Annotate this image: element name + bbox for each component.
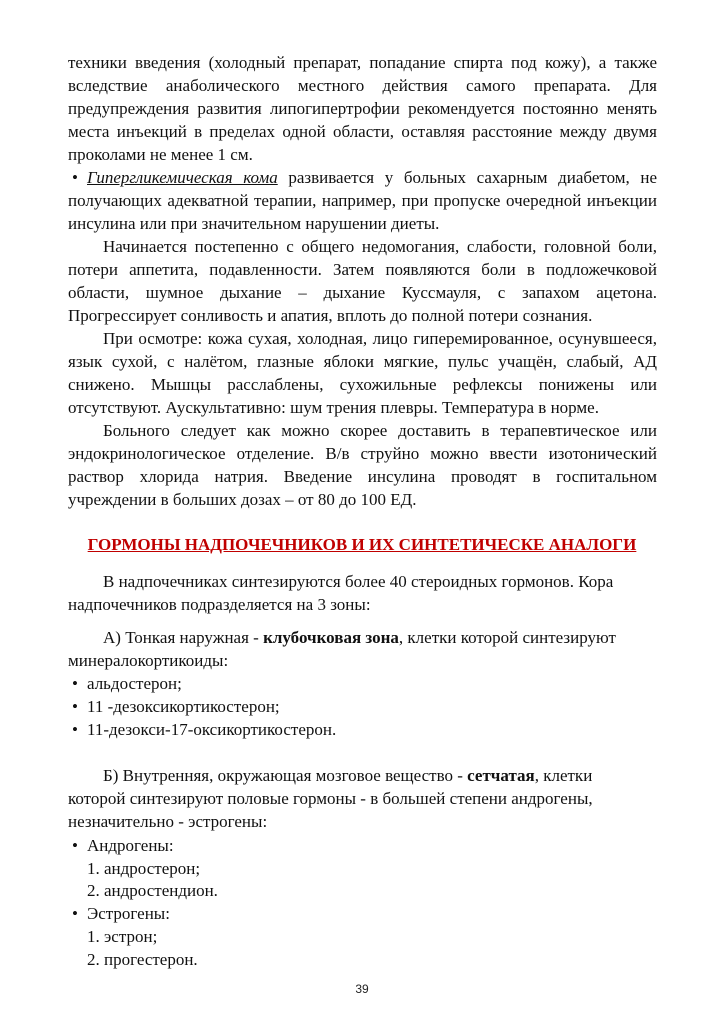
text-segment: 11-дезокси-17-оксикортикостерон. [87, 720, 337, 739]
text-line [68, 74, 657, 97]
text-line [72, 902, 170, 925]
text-segment: вследствие анаболического местного действия самого препарата. Для [68, 76, 657, 95]
text-segment: учреждении в больших дозах – от 80 до 100 ЕД. [68, 490, 417, 509]
text-line [68, 120, 657, 143]
text-segment: снижено. Мышцы расслаблены, сухожильные рефлексы понижены или [68, 375, 657, 394]
text-line [68, 488, 416, 511]
text-segment: Б) Внутренняя, окружающая мозговое вещество - [103, 766, 468, 785]
text-segment: При осмотре: кожа сухая, холодная, лицо гиперемированное, осунувшееся, [103, 329, 657, 348]
text-line [72, 718, 336, 741]
text-line [72, 834, 174, 857]
text-segment: незначительно - эстрогены: [68, 812, 268, 831]
text-line [68, 396, 599, 419]
emphasis-text: сетчатая [467, 766, 535, 785]
text-line [68, 189, 657, 212]
page-number: 39 [355, 982, 369, 996]
bullet-icon: • [72, 720, 78, 739]
text-segment: места инъекций в пределах одной области, оставляя расстояние между двумя [68, 122, 657, 141]
text-segment: раствор хлорида натрия. Введение инсулина проводят в госпитальном [68, 467, 657, 486]
text-line [68, 51, 657, 74]
text-line [68, 373, 657, 396]
text-line [68, 281, 657, 304]
text-segment: , клетки [534, 766, 593, 785]
text-line [68, 97, 657, 120]
text-segment: эндокринологическое отделение. В/в струйно можно ввести изотонический [68, 444, 657, 463]
text-line [103, 419, 657, 442]
text-line [87, 857, 200, 880]
text-segment: минералокортикоиды: [68, 651, 229, 670]
text-segment: которой синтезируют половые гормоны - в большей степени андрогены, [68, 789, 593, 808]
bullet-icon: • [72, 674, 78, 693]
text-line [103, 235, 657, 258]
text-line [68, 787, 593, 810]
text-segment: язык сухой, с налётом, глазные яблоки мягкие, пульс учащён, слабый, АД [68, 352, 657, 371]
section-heading: ГОРМОНЫ НАДПОЧЕЧНИКОВ И ИХ СИНТЕТИЧЕСКЕ АНАЛОГИ [87, 535, 637, 554]
text-segment: потери аппетита, подавленности. Затем появляются боли в подложечковой [68, 260, 657, 279]
bullet-icon: • [72, 697, 78, 716]
text-segment: Начинается постепенно с общего недомогания, слабости, головной боли, [103, 237, 657, 256]
text-segment: предупреждения развития липогипертрофии рекомендуется постоянно менять [68, 99, 657, 118]
text-line [68, 212, 439, 235]
text-line [87, 948, 198, 971]
bullet-icon: • [72, 168, 78, 187]
text-segment: Прогрессирует сонливость и апатия, вплоть до полной потери сознания. [68, 306, 593, 325]
text-segment: 1. эстрон; [87, 927, 158, 946]
text-line [72, 672, 182, 695]
text-line [68, 810, 267, 833]
text-line [103, 327, 657, 350]
text-segment: 2. прогестерон. [87, 950, 198, 969]
text-line [103, 570, 613, 593]
text-segment: Андрогены: [87, 836, 174, 855]
bullet-icon: • [72, 836, 78, 855]
text-line [68, 304, 592, 327]
text-segment: альдостерон; [87, 674, 182, 693]
text-segment: надпочечников подразделяется на 3 зоны: [68, 595, 371, 614]
text-segment: получающих адекватной терапии, например, при пропуске очередной инъекции [68, 191, 657, 210]
text-segment: , клетки которой синтезируют [398, 628, 616, 647]
text-segment: 11 -дезоксикортикостерон; [87, 697, 280, 716]
text-line [68, 465, 657, 488]
text-segment: Больного следует как можно скорее доставить в терапевтическое или [103, 421, 657, 440]
text-line [87, 925, 157, 948]
text-line [103, 764, 592, 787]
text-segment: проколами не менее 1 см. [68, 145, 253, 164]
text-segment: развивается у больных сахарным диабетом, не [277, 168, 657, 187]
text-segment: 2. андростендион. [87, 881, 218, 900]
text-line [68, 593, 371, 616]
text-line [68, 143, 253, 166]
text-line [68, 350, 657, 373]
emphasis-text: клубочковая зона [263, 628, 399, 647]
text-line [72, 166, 657, 189]
text-segment: Эстрогены: [87, 904, 170, 923]
text-line [68, 442, 657, 465]
text-segment: 1. андростерон; [87, 859, 201, 878]
text-segment: В надпочечниках синтезируются более 40 стероидных гормонов. Кора [103, 572, 614, 591]
text-line [103, 626, 616, 649]
text-line [72, 695, 280, 718]
bullet-icon: • [72, 904, 78, 923]
emphasis-text: Гипергликемическая кома [87, 168, 278, 187]
text-line [87, 879, 218, 902]
text-segment: техники введения (холодный препарат, попадание спирта под кожу), а также [68, 53, 657, 72]
text-segment: отсутствуют. Аускультативно: шум трения плевры. Температура в норме. [68, 398, 599, 417]
text-segment: А) Тонкая наружная - [103, 628, 264, 647]
text-line [68, 649, 228, 672]
text-segment: инсулина или при значительном нарушении диеты. [68, 214, 440, 233]
text-line [68, 258, 657, 281]
text-segment: области, шумное дыхание – дыхание Куссмауля, с запахом ацетона. [68, 283, 657, 302]
